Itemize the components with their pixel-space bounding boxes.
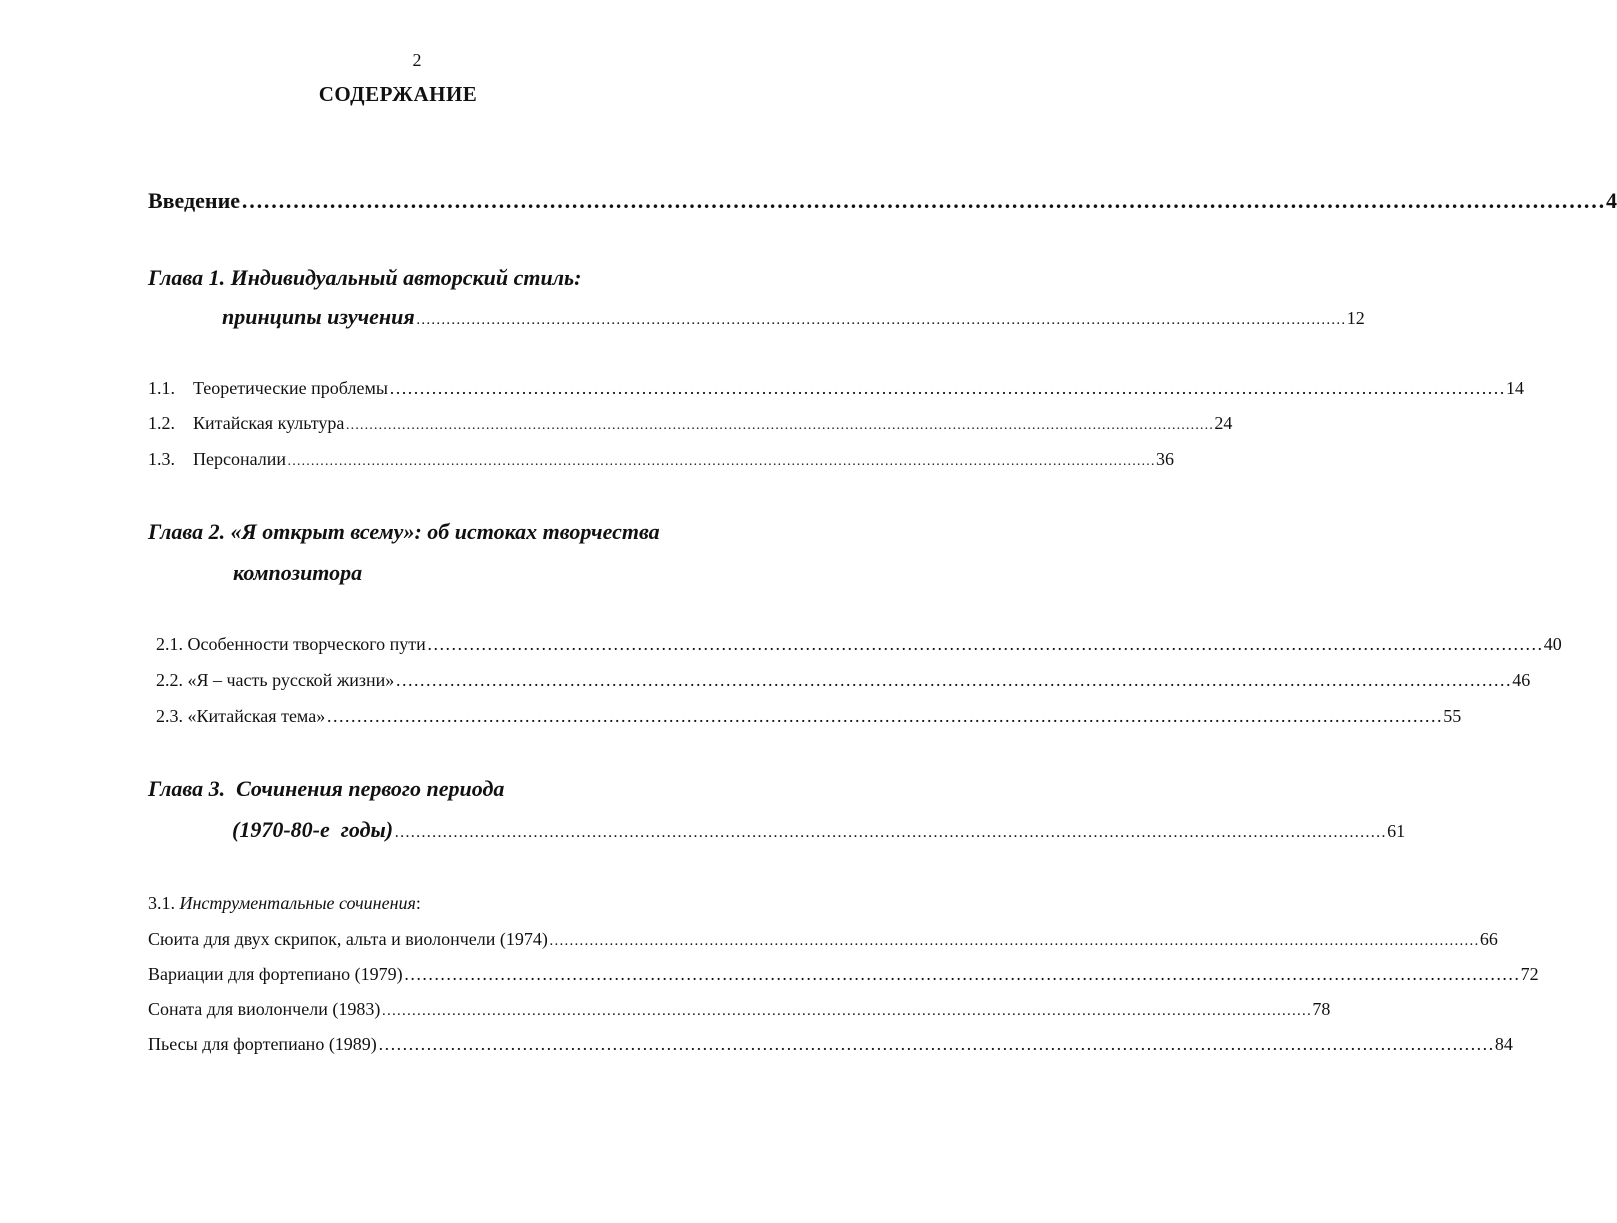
page-title: СОДЕРЖАНИЕ [318, 82, 478, 106]
toc-entry-work[interactable] [148, 999, 1331, 1020]
toc-entry-section[interactable] [148, 413, 1233, 434]
toc-page: 40 [1543, 634, 1562, 654]
toc-page: 84 [1494, 1034, 1513, 1054]
toc-label: Введение [148, 188, 241, 213]
toc-page: 12 [1346, 308, 1365, 328]
toc-label: 2.3. «Китайская тема» [156, 706, 326, 726]
toc-page: 14 [1505, 378, 1524, 398]
toc-label: Теоретические проблемы [193, 378, 388, 398]
toc-entry-section[interactable] [156, 706, 1462, 727]
toc-page: 66 [1479, 929, 1498, 949]
toc-label: Соната для виолончели (1983) [148, 999, 381, 1019]
dot-leader: …………………………………………………………………………………………………………………………………………………………………… [403, 964, 1520, 984]
toc-page: 61 [1387, 821, 1406, 841]
toc-entry-work[interactable] [148, 929, 1498, 950]
chapter-1-heading[interactable]: Глава 1. Индивидуальный авторский стиль: [148, 265, 582, 290]
toc-entry-chapter-3[interactable] [232, 817, 1406, 843]
toc-label: Пьесы для фортепиано (1989) [148, 1034, 377, 1054]
toc-page: 24 [1214, 413, 1233, 433]
toc-entry-section[interactable] [156, 670, 1531, 691]
dot-leader: …………………………………………………………………………………………………………………………………………………………………… [381, 1003, 1312, 1019]
dot-leader: …………………………………………………………………………………………………………………………………………………………………… [395, 670, 1512, 690]
dot-leader: …………………………………………………………………………………………………………………………………………………………………… [326, 706, 1443, 726]
section-number: 1.3. [148, 449, 175, 469]
dot-leader: …………………………………………………………………………………………………………………………………………………………………… [287, 454, 1156, 469]
toc-page: 36 [1156, 449, 1175, 469]
dot-leader: …………………………………………………………………………………………………………………………………………………………………… [388, 378, 1505, 398]
toc-entry-section[interactable] [156, 634, 1562, 655]
dot-leader: …………………………………………………………………………………………………………………………………………………………………… [241, 188, 1606, 213]
toc-label: Вариации для фортепиано (1979) [148, 964, 403, 984]
chapter-2-heading-continued: композитора [233, 560, 363, 585]
toc-page: 4 [1606, 188, 1617, 213]
dot-leader: …………………………………………………………………………………………………………………………………………………………………… [548, 933, 1479, 949]
toc-page: 72 [1520, 964, 1539, 984]
section-number: 3.1. [148, 893, 175, 913]
toc-entry-work[interactable] [148, 1034, 1513, 1055]
toc-entry-section[interactable] [148, 449, 1175, 470]
toc-page: 46 [1512, 670, 1531, 690]
chapter-3-heading[interactable]: Глава 3. Сочинения первого периода [148, 776, 505, 801]
toc-label: принципы изучения [222, 304, 415, 329]
toc-label: 2.2. «Я – часть русской жизни» [156, 670, 395, 690]
toc-label: Китайская культура [193, 413, 345, 433]
dot-leader: …………………………………………………………………………………………………………………………………………………………………… [377, 1034, 1494, 1054]
toc-entry-chapter-1[interactable] [222, 304, 1365, 330]
section-number: 1.2. [148, 413, 175, 433]
subsection-heading[interactable] [148, 893, 421, 914]
page-number: 2 [412, 50, 422, 70]
toc-entry-work[interactable] [148, 964, 1539, 985]
dot-leader: …………………………………………………………………………………………………………………………………………………………………… [415, 312, 1346, 328]
toc-entry-intro[interactable] [148, 188, 1617, 214]
dot-leader: …………………………………………………………………………………………………………………………………………………………………… [345, 418, 1214, 433]
subsection-colon: : [415, 893, 421, 913]
chapter-2-heading[interactable]: Глава 2. «Я открыт всему»: об истоках творчества [148, 519, 660, 544]
toc-page: 78 [1312, 999, 1331, 1019]
toc-label: Персоналии [193, 449, 287, 469]
dot-leader: …………………………………………………………………………………………………………………………………………………………………… [426, 634, 1543, 654]
section-number: 1.1. [148, 378, 175, 398]
dot-leader: …………………………………………………………………………………………………………………………………………………………………… [394, 824, 1387, 841]
toc-entry-section[interactable] [148, 378, 1524, 399]
toc-label: Сюита для двух скрипок, альта и виолончели (1974) [148, 929, 548, 949]
toc-page: 55 [1443, 706, 1462, 726]
toc-label: 2.1. Особенности творческого пути [156, 634, 426, 654]
toc-label: (1970-80-е годы) [232, 817, 394, 842]
subsection-title: Инструментальные сочинения [179, 893, 416, 913]
